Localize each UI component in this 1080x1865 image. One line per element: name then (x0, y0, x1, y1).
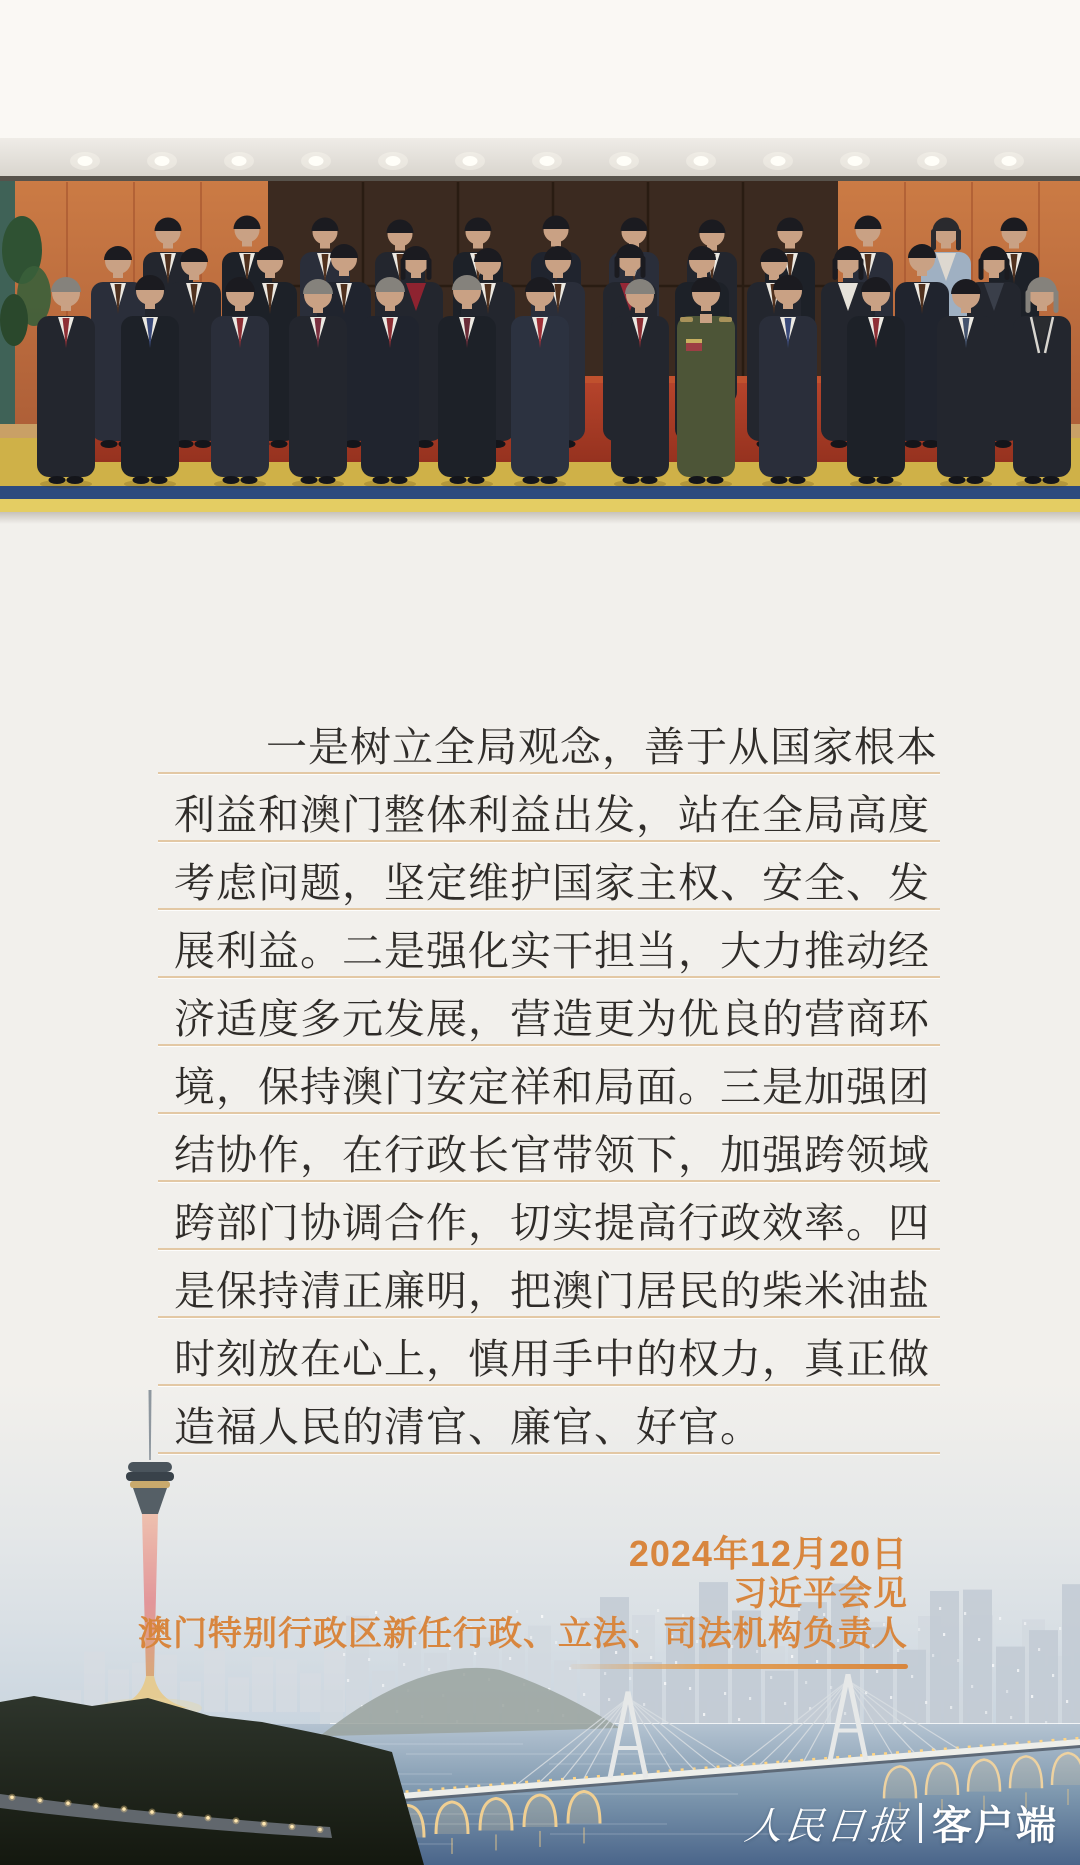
quote-line: 境，保持澳门安定祥和局面。三是加强团 (158, 1046, 940, 1114)
quote-line: 济适度多元发展，营造更为优良的营商环 (158, 978, 940, 1046)
logo-product: 客户端 (932, 1804, 1058, 1848)
quote-line: 造福人民的清官、廉官、好官。 (158, 1386, 940, 1454)
quote-line: 展利益。二是强化实干担当，大力推动经 (158, 910, 940, 978)
quote-line: 利益和澳门整体利益出发，站在全局高度 (158, 774, 940, 842)
attribution-underline (570, 1664, 908, 1669)
attribution-speaker: 习近平会见 (733, 1575, 908, 1613)
peoples-daily-logo (742, 1794, 1058, 1851)
logo-separator-bar (919, 1803, 922, 1843)
quote-line: 时刻放在心上，慎用手中的权力，真正做 (158, 1318, 940, 1386)
group-photo (0, 0, 1080, 512)
attribution-date: 2024年12月20日 (628, 1533, 908, 1574)
quote-line: 一是树立全局观念，善于从国家根本 (158, 706, 940, 774)
quote-line: 结协作，在行政长官带领下，加强跨领域 (158, 1114, 940, 1182)
attribution-block (138, 1534, 908, 1669)
photo-bottom-shadow (0, 512, 1080, 524)
logo-brand-script: 人民日报 (742, 1804, 911, 1848)
quote-line: 跨部门协调合作，切实提高行政效率。四 (158, 1182, 940, 1250)
quote-line: 是保持清正廉明，把澳门居民的柴米油盐 (158, 1250, 940, 1318)
attribution-event: 澳门特别行政区新任行政、立法、司法机构负责人 (138, 1615, 908, 1653)
quote-line: 考虑问题，坚定维护国家主权、安全、发 (158, 842, 940, 910)
quote-block (158, 706, 940, 1454)
